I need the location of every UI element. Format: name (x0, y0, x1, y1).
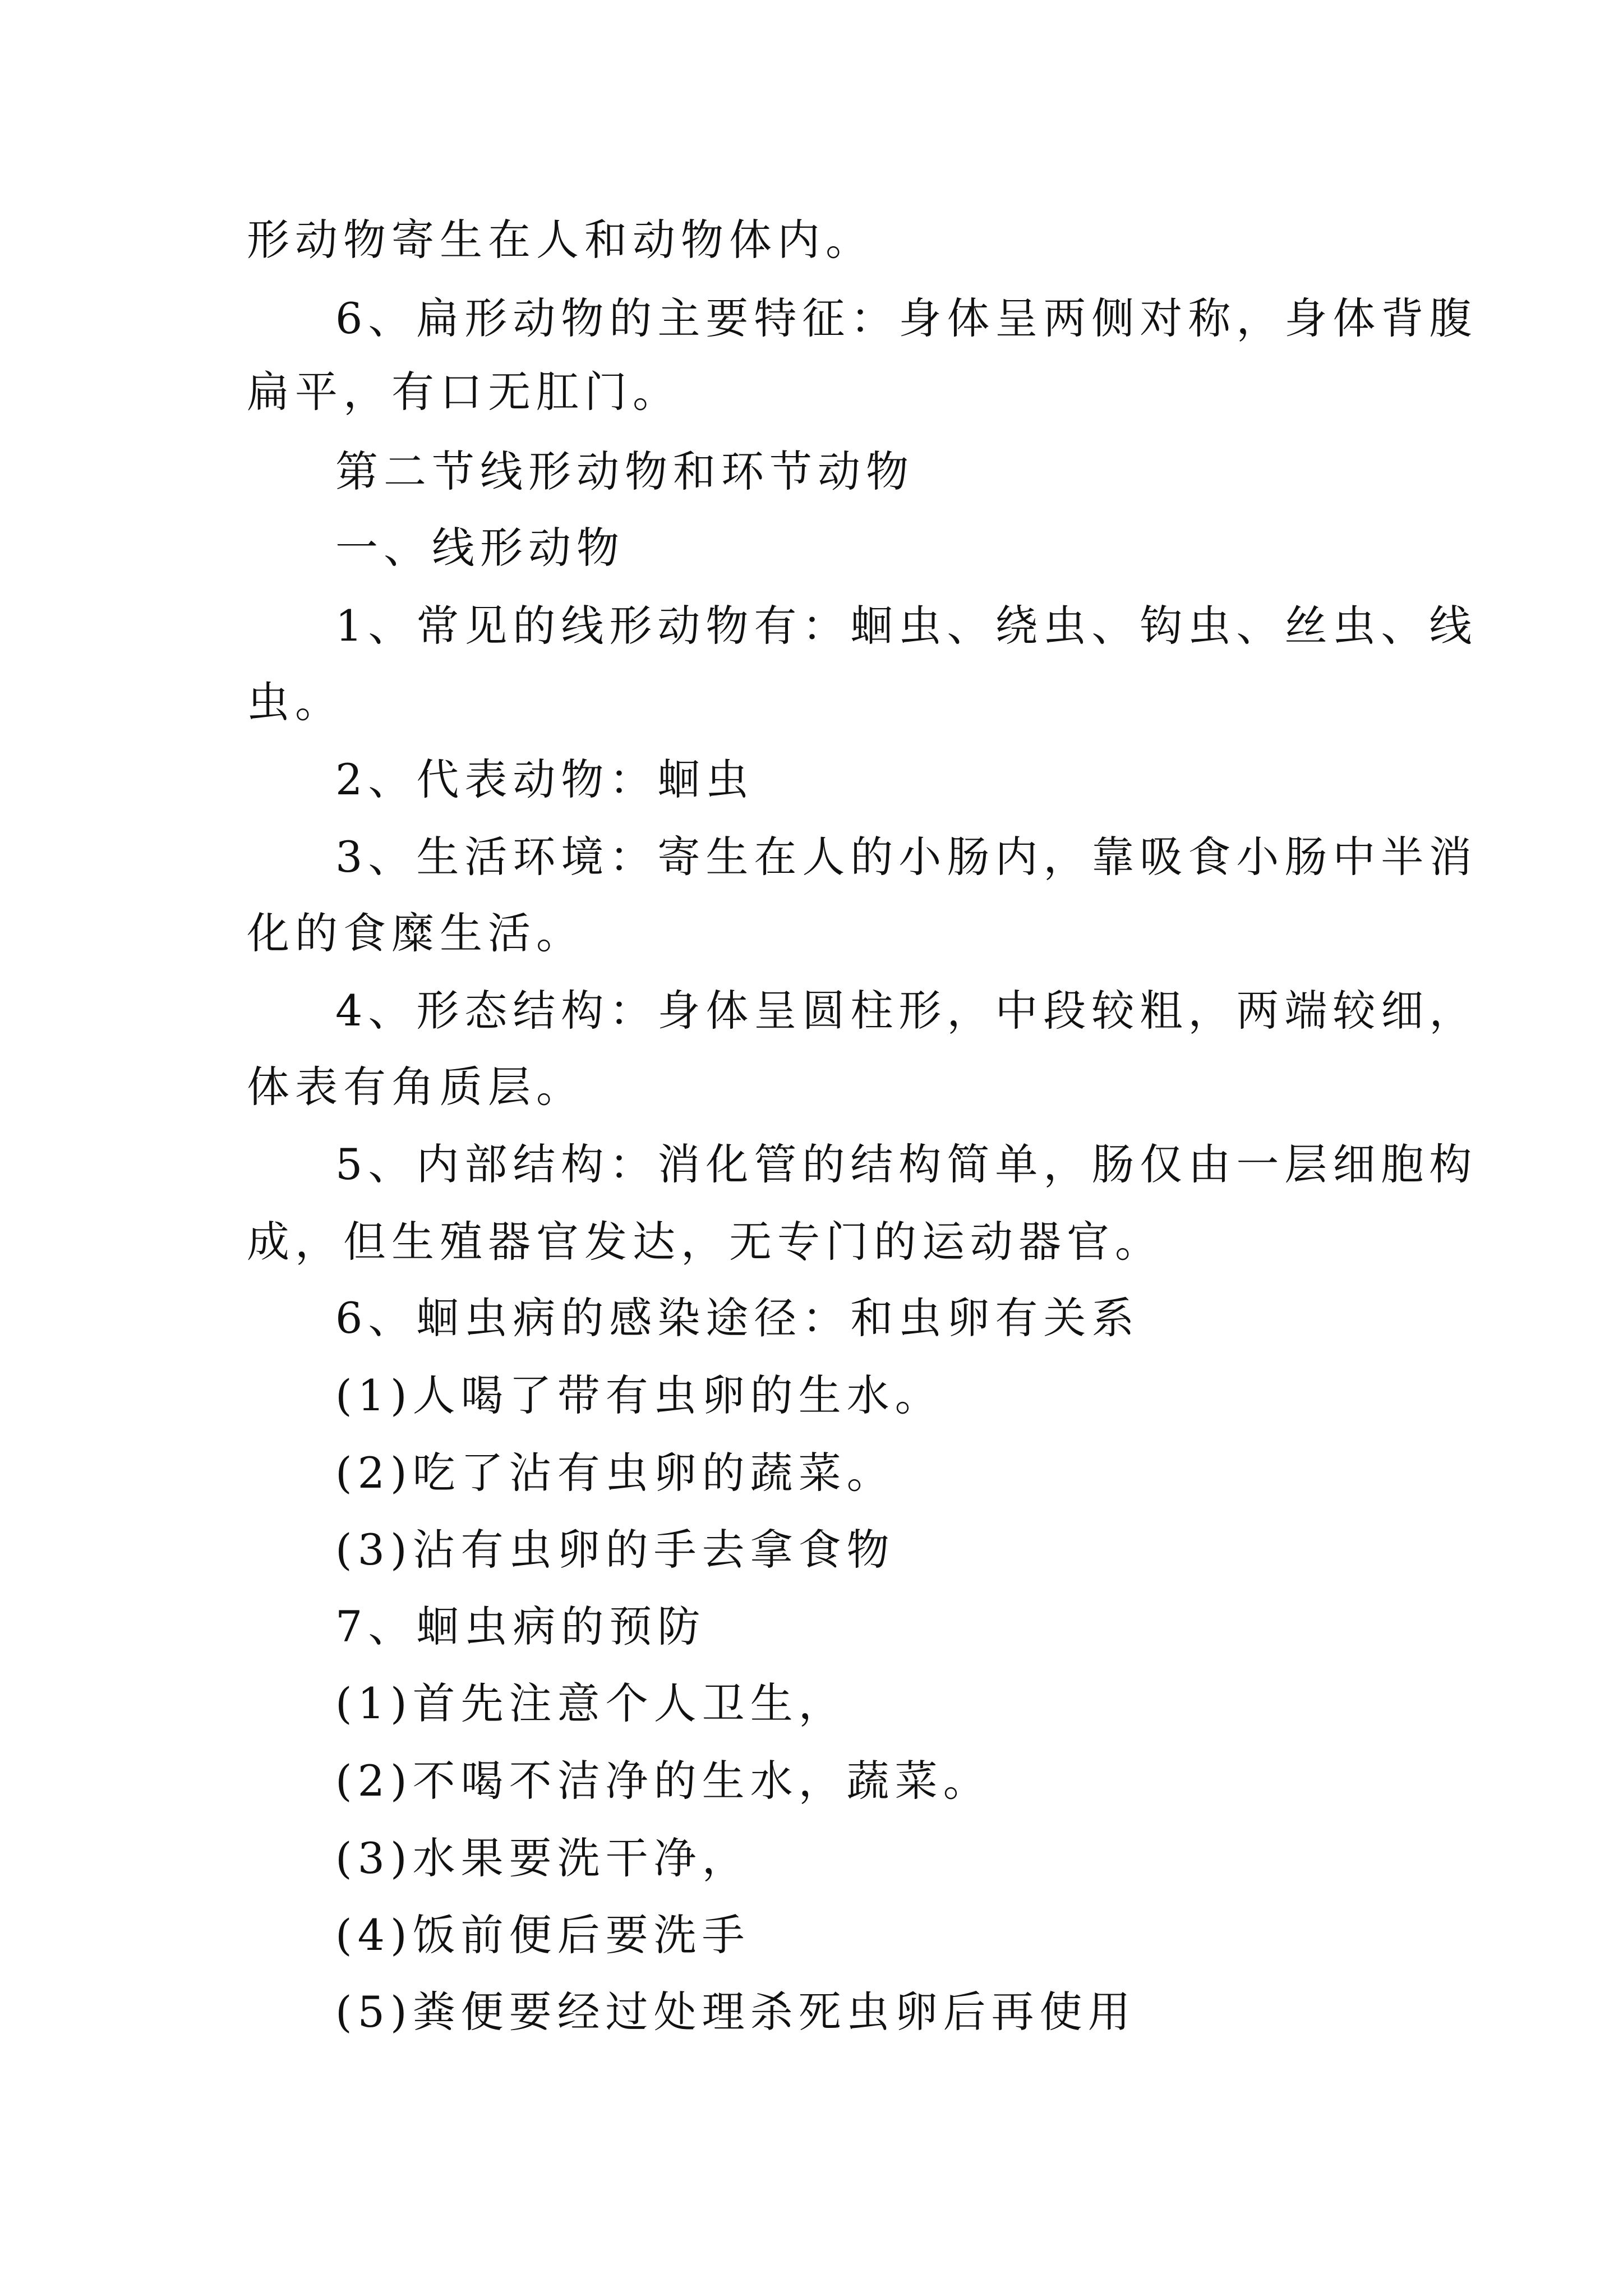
text-line: 2、代表动物：蛔虫 (335, 754, 754, 804)
text-line: 扁平，有口无肛门。 (247, 367, 681, 417)
text-line: 6、扁形动物的主要特征：身体呈两侧对称，身体背腹 (335, 293, 1478, 343)
list-item: (3)水果要洗干净， (335, 1833, 750, 1883)
text-line: 体表有角质层。 (247, 1062, 584, 1112)
text-line: 4、形态结构：身体呈圆柱形，中段较粗，两端较细， (335, 986, 1478, 1036)
list-item: (2)不喝不洁净的生水，蔬菜。 (335, 1756, 992, 1806)
list-item: (5)粪便要经过处理杀死虫卵后再使用 (335, 1987, 1136, 2037)
list-item: (2)吃了沾有虫卵的蔬菜。 (335, 1448, 895, 1498)
list-item: (3)沾有虫卵的手去拿食物 (335, 1525, 895, 1575)
text-line: 3、生活环境：寄生在人的小肠内，靠吸食小肠中半消 (335, 832, 1478, 882)
section-heading: 第二节线形动物和环节动物 (335, 447, 914, 496)
text-line: 形动物寄生在人和动物体内。 (247, 215, 874, 265)
text-line: 7、蛔虫病的预防 (335, 1602, 706, 1651)
list-item: (4)饭前便后要洗手 (335, 1910, 750, 1960)
text-line: 化的食糜生活。 (247, 908, 584, 958)
text-line: 6、蛔虫病的感染途径：和虫卵有关系 (335, 1293, 1140, 1343)
list-item: (1)首先注意个人卫生， (335, 1678, 847, 1728)
text-line: 成，但生殖器官发达，无专门的运动器官。 (247, 1217, 1163, 1267)
text-line: 1、常见的线形动物有：蛔虫、绕虫、钩虫、丝虫、线 (335, 601, 1478, 651)
text-line: 5、内部结构：消化管的结构简单，肠仅由一层细胞构 (335, 1139, 1478, 1189)
text-line: 虫。 (247, 677, 343, 727)
subsection-heading: 一、线形动物 (335, 523, 625, 573)
list-item: (1)人喝了带有虫卵的生水。 (335, 1370, 943, 1420)
